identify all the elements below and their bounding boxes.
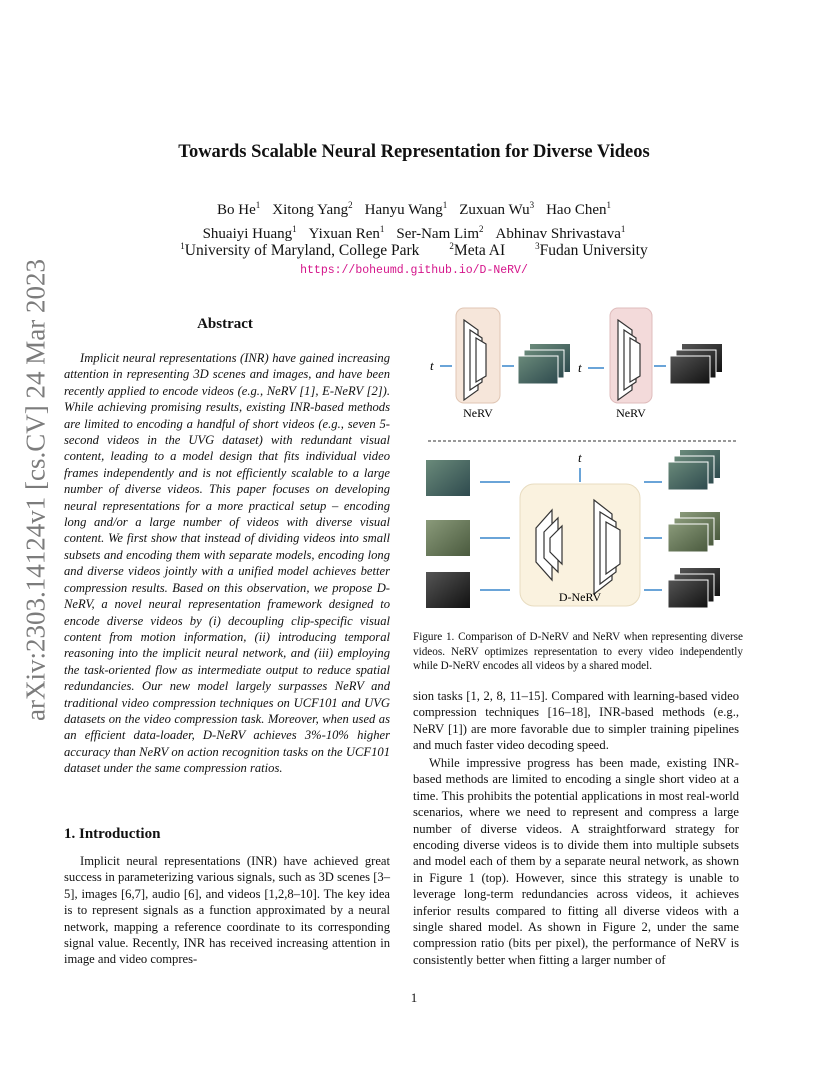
authors-line-1 <box>0 196 828 220</box>
author-affiliation-mark: 2 <box>348 200 353 210</box>
abstract-heading: Abstract <box>197 316 253 332</box>
author-name: Shuaiyi Huang$^1$ <box>202 224 297 242</box>
nerv-label-1: NeRV <box>463 406 493 420</box>
affiliation: $^3$Fudan University <box>535 241 648 260</box>
input-videos <box>426 460 470 608</box>
author-affiliation-mark: 1 <box>606 200 611 210</box>
author-name: Bo He$^1$ <box>217 200 261 218</box>
t-label: t <box>578 450 582 465</box>
figure-1-caption: Figure 1. Comparison of D-NeRV and NeRV when representing diverse videos. NeRV optimizes representation to every video independently while D-NeRV encodes all videos by a shared model. <box>413 631 743 673</box>
body-paragraph-2: While impressive progress has been made, existing INR-based methods are limited to encoding a single short video at a time. This prohibits the potential applications in most real-world scenarios, where we need to represent and compress a large number of diverse videos. A straightforward strategy for encoding diverse videos is to divide them into multiple subsets and model each of them by a separate neural network, as shown in Figure 1 (top). However, since this strategy is unable to leverage long-term redundancies across videos, it achieves inferior results compared to fitting all diverse videos with a single shared model. As shown in Figure 2, under the same compression ratio (bits per pixel), the performance of NeRV is consistently better when fitting a larger number of <box>413 756 739 967</box>
dnerv-label: D-NeRV <box>558 590 602 604</box>
author-name: Hanyu Wang$^1$ <box>364 200 448 218</box>
author-affiliation-mark: 1 <box>292 224 297 234</box>
arxiv-stamp-text: arXiv:2303.14124v1 [cs.CV] 24 Mar 2023 <box>20 259 51 721</box>
video-stack-1 <box>518 344 570 384</box>
page-number: 1 <box>410 990 418 1005</box>
paper-title: Towards Scalable Neural Representation for Diverse Videos <box>178 142 650 162</box>
figure-1-diagram <box>418 300 764 620</box>
author-affiliation-mark: 1 <box>379 224 385 234</box>
affiliation: $^1$University of Maryland, College Park <box>180 241 420 260</box>
author-affiliation-mark: 1 <box>620 224 626 234</box>
author-name: Ser-Nam Lim$^2$ <box>396 224 484 242</box>
abstract-text: Implicit neural representations (INR) have gained increasing attention in representing 3D scenes and images, and have been recently applied to encode videos (e.g., NeRV [1], E-NeRV [2]). While achieving promising results, existing INR-based methods are limited to encoding a handful of short videos (e.g., seven 5-second videos in the UVG dataset) with redundant visual content, leading to a model design that fits individual video frames independently and is not efficiently scalable to a large number of diverse videos. This paper focuses on developing neural representations for a more practical setup – encoding long and/or a large number of videos with diverse visual content. We first show that instead of dividing videos into small subsets and encoding them with separate models, encoding long and diverse videos jointly with a unified model achieves better compression results. Based on this observation, we propose D-NeRV, a novel neural representation framework designed to encode diverse videos by (i) decoupling clip-specific visual content from motion information, (ii) introducing temporal reasoning into the implicit neural network, and (iii) employing the task-oriented flow as intermediate output to reduce spatial redundancies. Our new model largely surpasses NeRV and traditional video compression techniques on UCF101 and UVG datasets on the video compression task. Moreover, when used as an efficient data-loader, D-NeRV achieves 3%-10% higher accuracy than NeRV on action recognition tasks on the UCF101 dataset under the same compression ratios. <box>64 351 390 776</box>
video-stack-2 <box>670 344 722 384</box>
nerv-label-2: NeRV <box>616 406 646 420</box>
t-label: t <box>578 360 582 375</box>
project-url[interactable]: https://boheumd.github.io/D-NeRV/ <box>300 264 528 277</box>
body-paragraph-1: sion tasks [1, 2, 8, 11–15]. Compared with learning-based video compression techniques [16–18], INR-based methods (e.g., NeRV [1]) are more favorable due to simpler training pipelines and much faster video decoding speed. <box>413 689 739 753</box>
author-name: Abhinav Shrivastava$^1$ <box>495 224 626 242</box>
author-affiliation-mark: 1 <box>255 200 261 210</box>
introduction-heading: 1. Introduction <box>64 826 161 842</box>
author-name: Hao Chen$^1$ <box>546 200 611 218</box>
output-videos <box>668 450 720 608</box>
author-list <box>0 196 828 244</box>
arxiv-stamp <box>16 259 56 721</box>
introduction-text: Implicit neural representations (INR) have achieved great success in parameterizing various signals, such as 3D scenes [3–5], images [6,7], audio [6], and videos [1,2,8–10]. The key idea is to represent signals as a function approximated by a neural network, mapping a reference coordinate to its corresponding signal value. Recently, INR has received increasing attention in image and video compres- <box>64 854 390 967</box>
author-name: Zuxuan Wu$^3$ <box>459 200 535 218</box>
author-affiliation-mark: 3 <box>529 200 535 210</box>
t-label: t <box>430 358 434 373</box>
affiliations <box>0 241 828 260</box>
author-name: Xitong Yang$^2$ <box>272 200 353 218</box>
author-affiliation-mark: 2 <box>479 224 484 234</box>
author-affiliation-mark: 1 <box>442 200 448 210</box>
figure-1 <box>418 300 764 620</box>
affiliation: $^2$Meta AI <box>449 241 506 260</box>
author-name: Yixuan Ren$^1$ <box>308 224 385 242</box>
